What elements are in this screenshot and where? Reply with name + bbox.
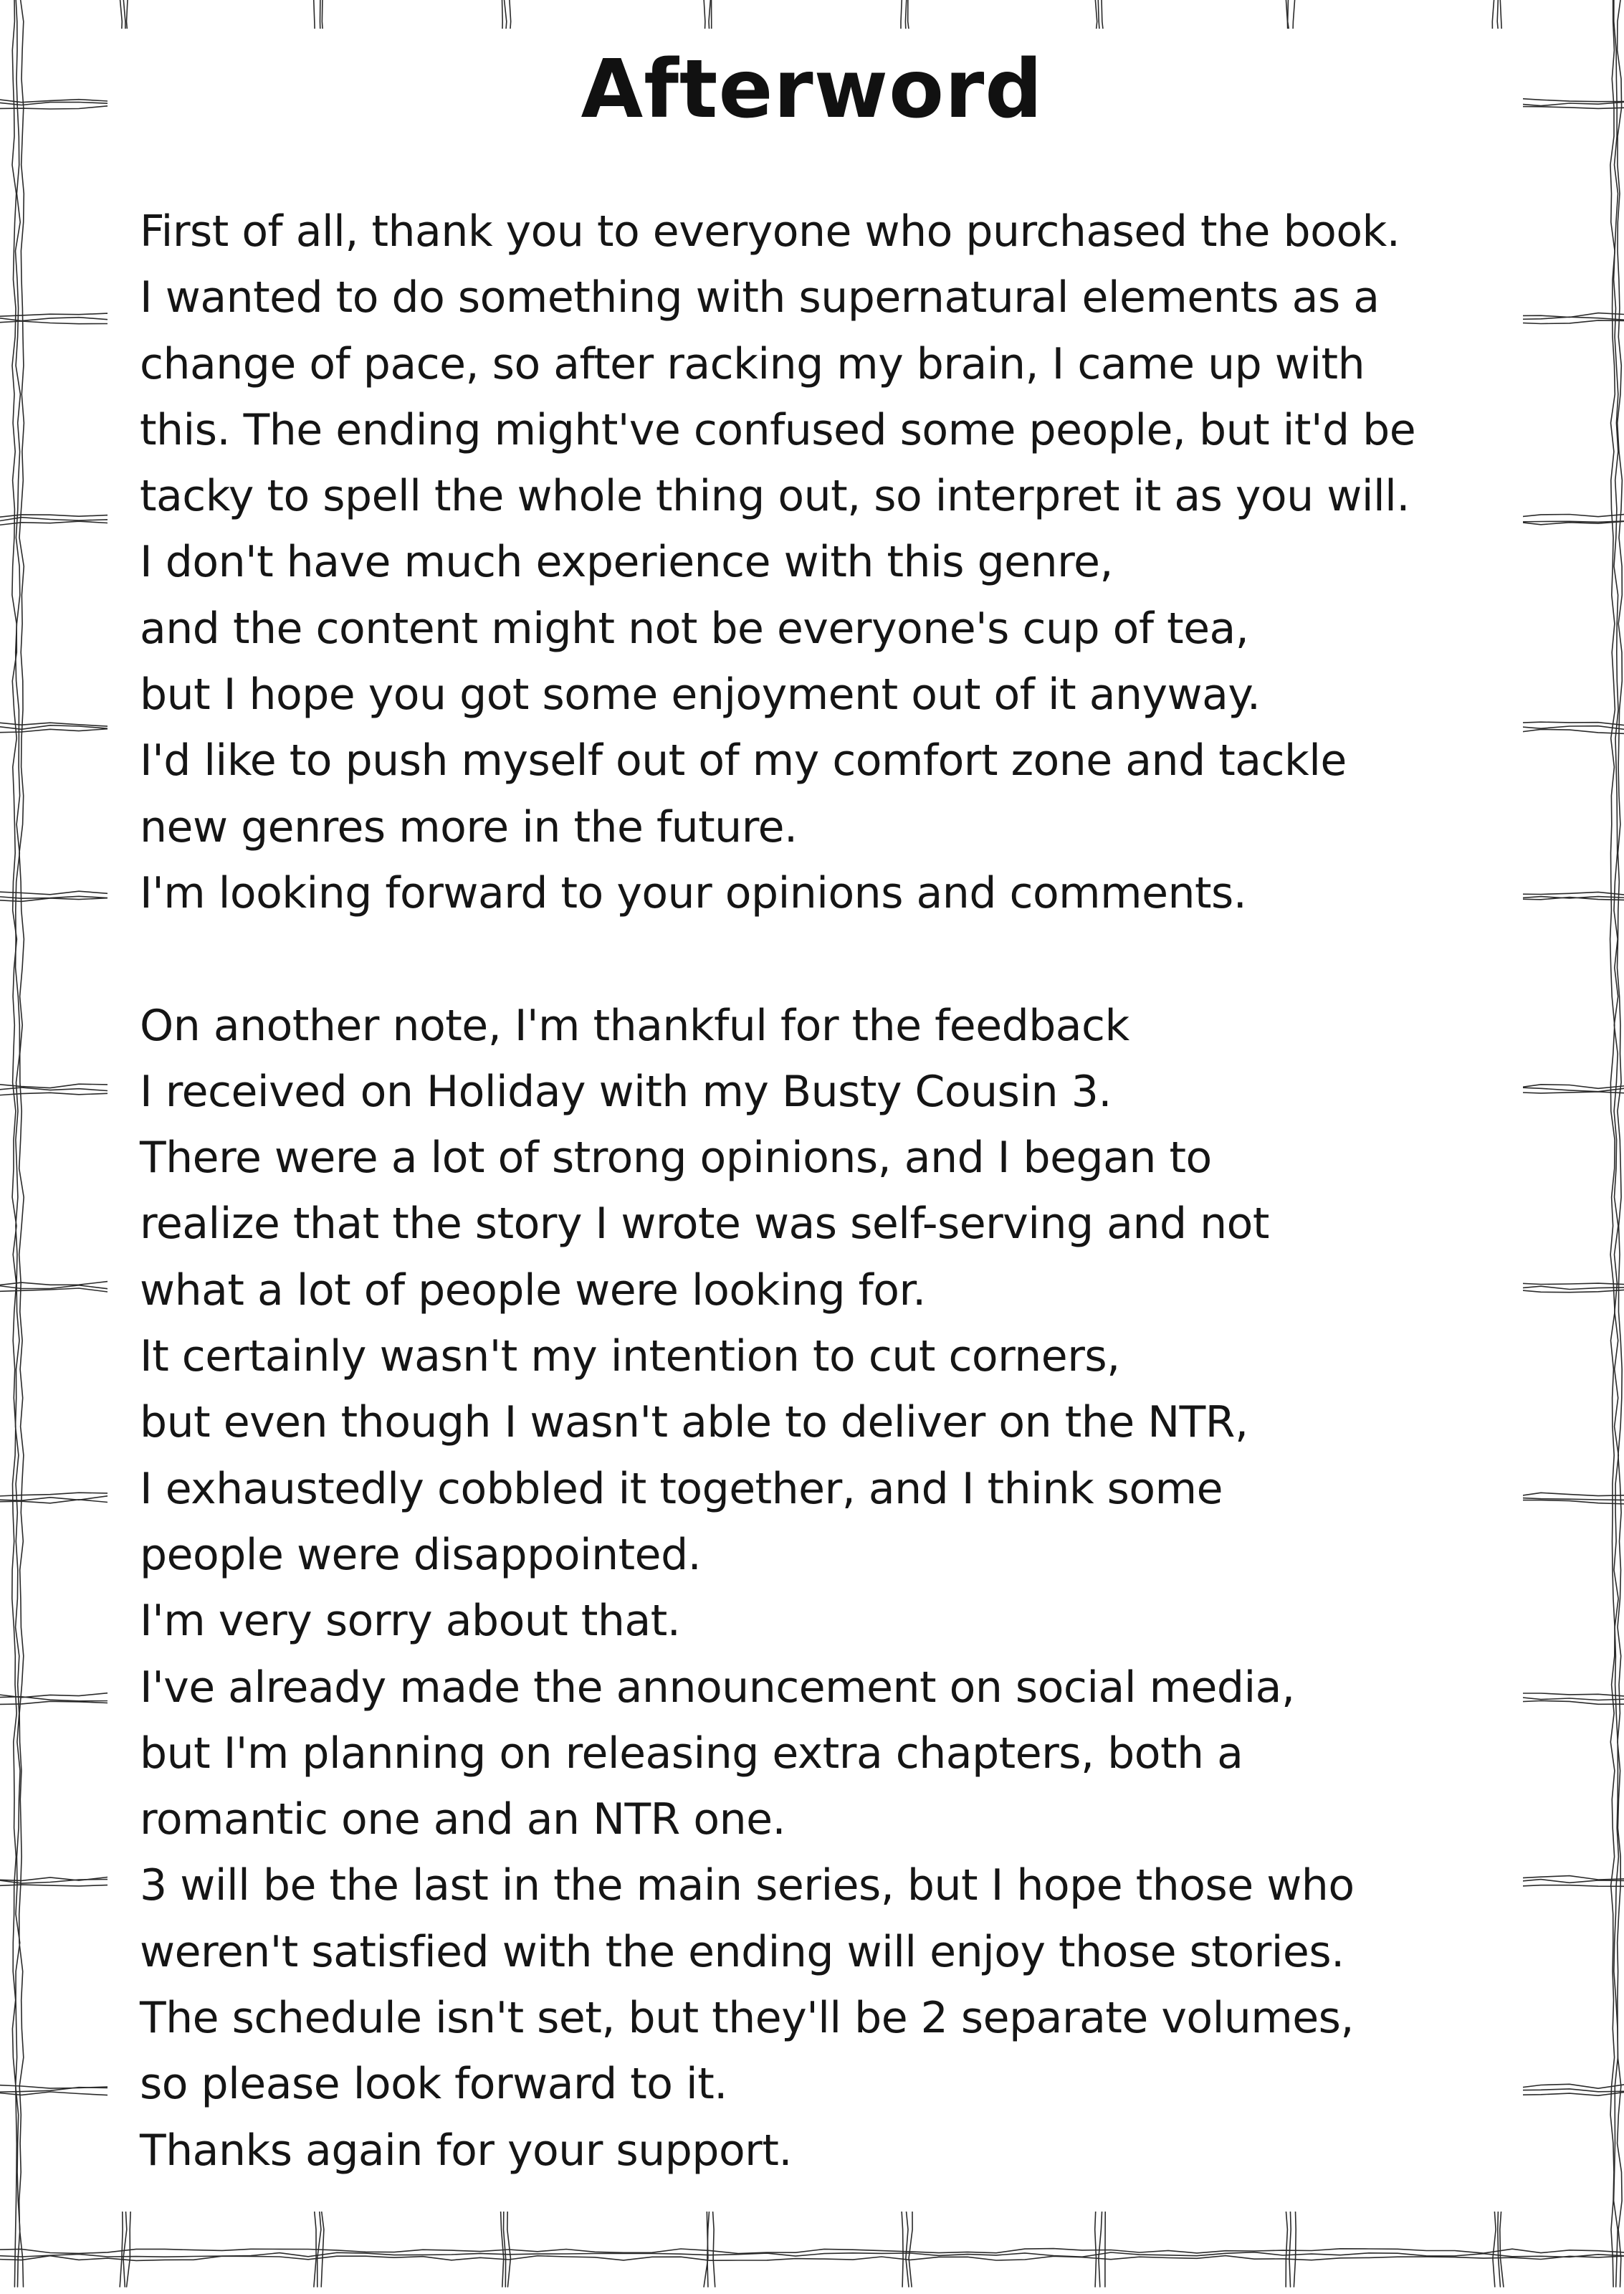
text-line: but I'm planning on releasing extra chapters, both a	[140, 1728, 1243, 1779]
text-line: I exhaustedly cobbled it together, and I think some	[140, 1463, 1223, 1514]
text-line: but I hope you got some enjoyment out of it anyway.	[140, 670, 1261, 720]
text-line: change of pace, so after racking my brain, I came up with	[140, 338, 1365, 389]
text-line: Thanks again for your support.	[140, 2125, 792, 2176]
text-line: and the content might not be everyone's cup of tea,	[140, 603, 1249, 654]
text-line: I wanted to do something with supernatural elements as a	[140, 272, 1380, 323]
afterword-body	[140, 199, 1523, 2184]
text-line: what a lot of people were looking for.	[140, 1265, 926, 1315]
text-line: First of all, thank you to everyone who purchased the book.	[140, 206, 1400, 257]
text-line: tacky to spell the whole thing out, so interpret it as you will.	[140, 471, 1410, 522]
text-line: I've already made the announcement on social media,	[140, 1662, 1295, 1713]
text-line: new genres more in the future.	[140, 801, 798, 852]
text-line: realize that the story I wrote was self-serving and not	[140, 1199, 1269, 1250]
text-line: On another note, I'm thankful for the feedback	[140, 1000, 1129, 1051]
text-line: The schedule isn't set, but they'll be 2 separate volumes,	[140, 1993, 1355, 2044]
text-line: people were disappointed.	[140, 1529, 702, 1580]
text-line: this. The ending might've confused some people, but it'd be	[140, 404, 1416, 455]
text-line: I'm looking forward to your opinions and comments.	[140, 867, 1247, 918]
text-line: I received on Holiday with my Busty Cousin 3.	[140, 1066, 1112, 1117]
text-line: I don't have much experience with this genre,	[140, 537, 1113, 588]
blank-line	[140, 926, 1523, 992]
text-line: so please look forward to it.	[140, 2059, 727, 2110]
text-line: but even though I wasn't able to deliver on the NTR,	[140, 1397, 1248, 1448]
text-line: 3 will be the last in the main series, but I hope those who	[140, 1860, 1355, 1911]
text-line: romantic one and an NTR one.	[140, 1794, 786, 1845]
page-title-text: Afterword	[555, 43, 1069, 136]
text-line: I'm very sorry about that.	[140, 1596, 681, 1647]
text-line: I'd like to push myself out of my comfort zone and tackle	[140, 736, 1347, 786]
text-line: weren't satisfied with the ending will enjoy those stories.	[140, 1926, 1344, 1977]
page-title	[0, 39, 1624, 140]
text-line: There were a lot of strong opinions, and I began to	[140, 1133, 1212, 1184]
text-line: It certainly wasn't my intention to cut corners,	[140, 1331, 1120, 1382]
